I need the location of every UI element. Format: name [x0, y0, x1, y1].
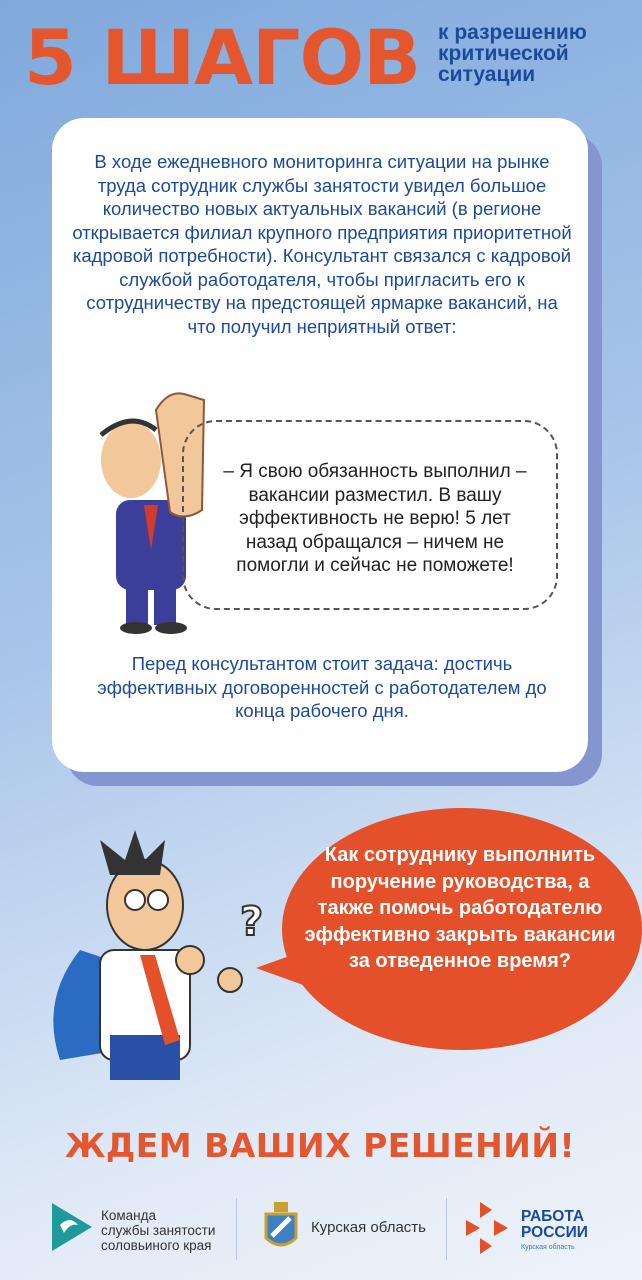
footer-divider	[236, 1198, 237, 1260]
subtitle-line: критической	[438, 42, 569, 65]
task-statement: Перед консультантом стоит задача: достичь эффективных договоренностей с работодателем до конца рабочего дня.	[97, 653, 547, 721]
logo-text-line: РОССИИ	[521, 1224, 588, 1241]
employer-quote-bubble	[182, 420, 558, 610]
page-title: 5 ШАГОВ	[24, 13, 421, 102]
logo-text-line: Команда	[101, 1208, 157, 1223]
consultant-illustration	[40, 830, 264, 1090]
kursk-coat-of-arms-icon	[262, 1202, 300, 1252]
rabota-rossii-logo-text	[521, 1209, 588, 1241]
kursk-region-label: Курская область	[311, 1219, 426, 1236]
page-subtitle	[438, 22, 587, 85]
logo-text-line: службы занятости	[101, 1223, 216, 1238]
footer-divider	[446, 1198, 447, 1260]
scenario-intro: В ходе ежедневного мониторинга ситуации на рынке труда сотрудник службы занятости увидел большое количество новых актуальных вакансий (в регионе открывается филиал крупного предприятия приоритетной кадровой потребности). Консультант связался с кадровой службой работодателя, чтобы пригласить его к сотрудничеству на предстоящей ярмарке вакансий, на что получил неприятный ответ:	[72, 151, 572, 337]
key-question: Как сотруднику выполнить поручение руководства, а также помочь работодателю эффективно закрыть вакансии за отведенное время?	[304, 844, 616, 972]
subtitle-line: ситуации	[438, 63, 536, 86]
employment-service-logo-icon	[52, 1203, 92, 1251]
question-mark: ?	[240, 899, 264, 945]
employment-service-logo-text	[101, 1208, 215, 1253]
subtitle-line: к разрешению	[438, 21, 587, 44]
logo-text-line: РАБОТА	[521, 1208, 585, 1225]
call-to-action-slogan: ЖДЕМ ВАШИХ РЕШЕНИЙ!	[64, 1126, 576, 1165]
employer-quote: – Я свою обязанность выполнил – вакансии разместил. В вашу эффективность не верю! 5 лет назад обращался – ничем не помогли и сейчас не поможете!	[223, 461, 527, 577]
rabota-rossii-logo-icon	[466, 1202, 512, 1254]
rabota-rossii-region: Курская область	[521, 1244, 575, 1251]
logo-text-line: соловьиного края	[101, 1238, 212, 1253]
